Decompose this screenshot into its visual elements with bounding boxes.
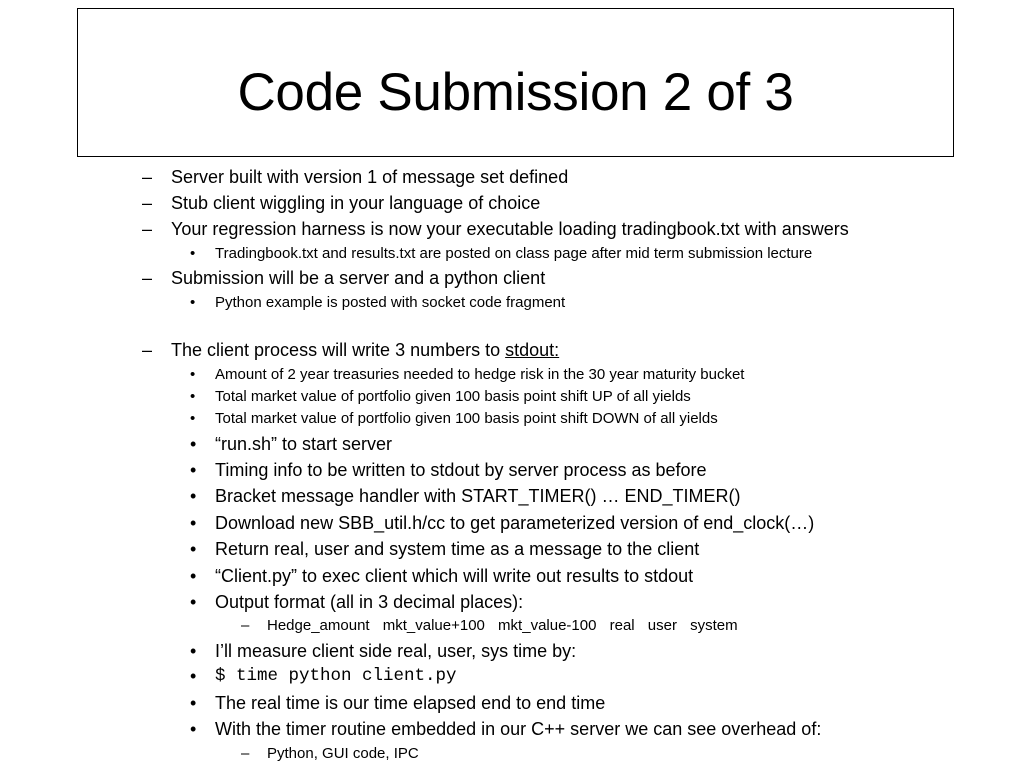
bullet-marker: •	[190, 486, 197, 506]
bullet-marker: •	[190, 294, 196, 311]
item-text	[171, 339, 559, 361]
bullet-marker: •	[190, 592, 197, 612]
bullet-marker: •	[190, 539, 197, 559]
slide-title: Code Submission 2 of 3	[237, 63, 794, 122]
item-text: Python, GUI code, IPC	[267, 745, 419, 762]
bullet-marker: •	[190, 460, 197, 480]
item-text: With the timer routine embedded in our C++ server we can see overhead of:	[215, 719, 822, 739]
item-text: Bracket message handler with START_TIMER() … END_TIMER()	[215, 486, 741, 506]
item-text: Python example is posted with socket code fragment	[215, 294, 566, 311]
bullet-marker: •	[190, 245, 196, 262]
bullet-marker: •	[190, 513, 197, 533]
item-text: Server built with version 1 of message set defined	[171, 167, 569, 187]
item-text: Tradingbook.txt and results.txt are posted on class page after mid term submission lecture	[215, 245, 813, 262]
title-box	[77, 8, 954, 157]
bullet-marker: •	[190, 434, 197, 454]
dash-marker: –	[142, 219, 153, 239]
item-text: Download new SBB_util.h/cc to get parameterized version of end_clock(…)	[215, 513, 815, 533]
item-text: Stub client wiggling in your language of choice	[171, 193, 541, 213]
bullet-marker: •	[190, 719, 197, 739]
item-text: Total market value of portfolio given 100 basis point shift UP of all yields	[215, 388, 691, 405]
dash-marker: –	[241, 745, 250, 762]
dash-marker: –	[241, 617, 250, 634]
item-text: Total market value of portfolio given 100 basis point shift DOWN of all yields	[215, 410, 718, 427]
item-text: Return real, user and system time as a message to the client	[215, 539, 700, 559]
bullet-marker: •	[190, 566, 197, 586]
item-text: “Client.py” to exec client which will write out results to stdout	[215, 566, 694, 586]
item-text: Your regression harness is now your executable loading tradingbook.txt with answers	[171, 219, 849, 239]
bullet-marker: •	[190, 693, 197, 713]
item-text: Hedge_amount mkt_value+100 mkt_value-100 real user system	[267, 617, 738, 634]
item-text: Submission will be a server and a python client	[171, 268, 546, 288]
dash-marker: –	[142, 340, 153, 360]
item-text: “run.sh” to start server	[215, 434, 393, 454]
bullet-marker: •	[190, 666, 197, 686]
item-text: Output format (all in 3 decimal places):	[215, 592, 524, 612]
bullet-marker: •	[190, 366, 196, 383]
item-text: Timing info to be written to stdout by server process as before	[215, 460, 707, 480]
item-text: I’ll measure client side real, user, sys time by:	[215, 641, 577, 661]
bullet-marker: •	[190, 388, 196, 405]
bullet-marker: •	[190, 410, 196, 427]
stdout-term: stdout:	[505, 340, 560, 360]
item-text-part: The client process will write 3 numbers to	[171, 340, 506, 360]
code-command: $ time python client.py	[215, 666, 457, 686]
dash-marker: –	[142, 167, 153, 187]
item-text: The real time is our time elapsed end to end time	[215, 693, 606, 713]
bullet-marker: •	[190, 641, 197, 661]
item-text: Amount of 2 year treasuries needed to hedge risk in the 30 year maturity bucket	[215, 366, 745, 383]
dash-marker: –	[142, 268, 153, 288]
dash-marker: –	[142, 193, 153, 213]
